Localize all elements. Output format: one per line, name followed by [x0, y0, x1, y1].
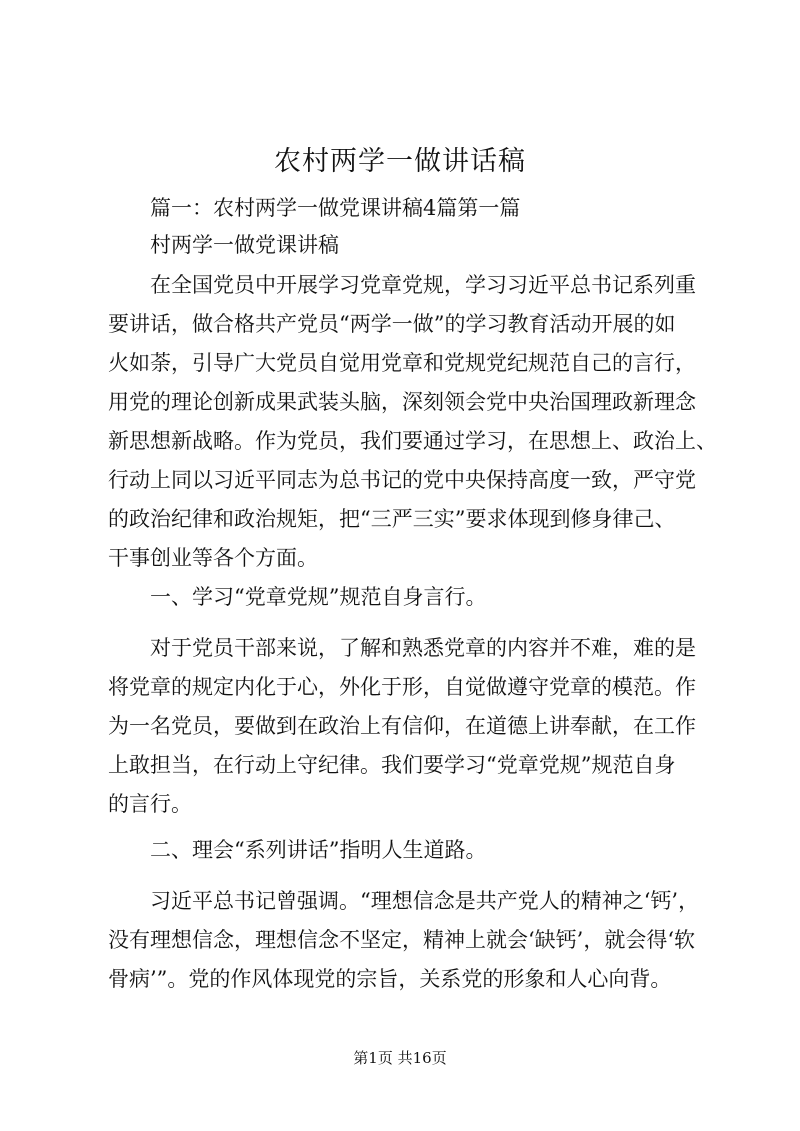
paragraph-line: 上敢担当，在行动上守纪律。我们要学习“党章党规”规范自身 [108, 753, 676, 777]
paragraph-line: 将党章的规定内化于心，外化于形，自觉做遵守党章的模范。作 [108, 675, 696, 699]
paragraph-line: 的言行。 [108, 792, 192, 816]
paragraph-line: 干事创业等各个方面。 [108, 546, 318, 570]
paragraph-line: 的政治纪律和政治规矩，把“三严三实”要求体现到修身律己、 [108, 507, 676, 531]
paragraph-line: 骨病’”。党的作风体现党的宗旨，关系党的形象和人心向背。 [108, 967, 672, 991]
paragraph-line: 没有理想信念，理想信念不坚定，精神上就会‘缺钙’，就会得‘软 [108, 928, 696, 952]
heading-line: 篇一：农村两学一做党课讲稿4篇第一篇 [150, 196, 521, 220]
subheading-line: 村两学一做党课讲稿 [150, 233, 339, 257]
section-heading: 一、学习“党章党规”规范自身言行。 [150, 585, 487, 609]
paragraph-line: 行动上同以习近平同志为总书记的党中央保持高度一致，严守党 [108, 468, 696, 492]
page-footer: 第1页 共16页 [353, 1049, 447, 1067]
paragraph-line: 用党的理论创新成果武装头脑，深刻领会党中央治国理政新理念 [108, 390, 696, 414]
section-heading: 二、理会“系列讲话”指明人生道路。 [150, 838, 487, 862]
paragraph-line: 新思想新战略。作为党员，我们要通过学习，在思想上、政治上、 [108, 429, 717, 453]
paragraph-line: 为一名党员，要做到在政治上有信仰，在道德上讲奉献，在工作 [108, 714, 696, 738]
paragraph-line: 要讲话，做合格共产党员“两学一做”的学习教育活动开展的如 [108, 312, 676, 336]
document-title: 农村两学一做讲话稿 [274, 146, 526, 177]
paragraph-line: 火如荼，引导广大党员自觉用党章和党规党纪规范自己的言行， [108, 351, 696, 375]
paragraph-line: 对于党员干部来说，了解和熟悉党章的内容并不难，难的是 [150, 636, 696, 660]
paragraph-line: 在全国党员中开展学习党章党规，学习习近平总书记系列重 [150, 273, 696, 297]
paragraph-line: 习近平总书记曾强调。“理想信念是共产党人的精神之‘钙’， [150, 889, 700, 913]
